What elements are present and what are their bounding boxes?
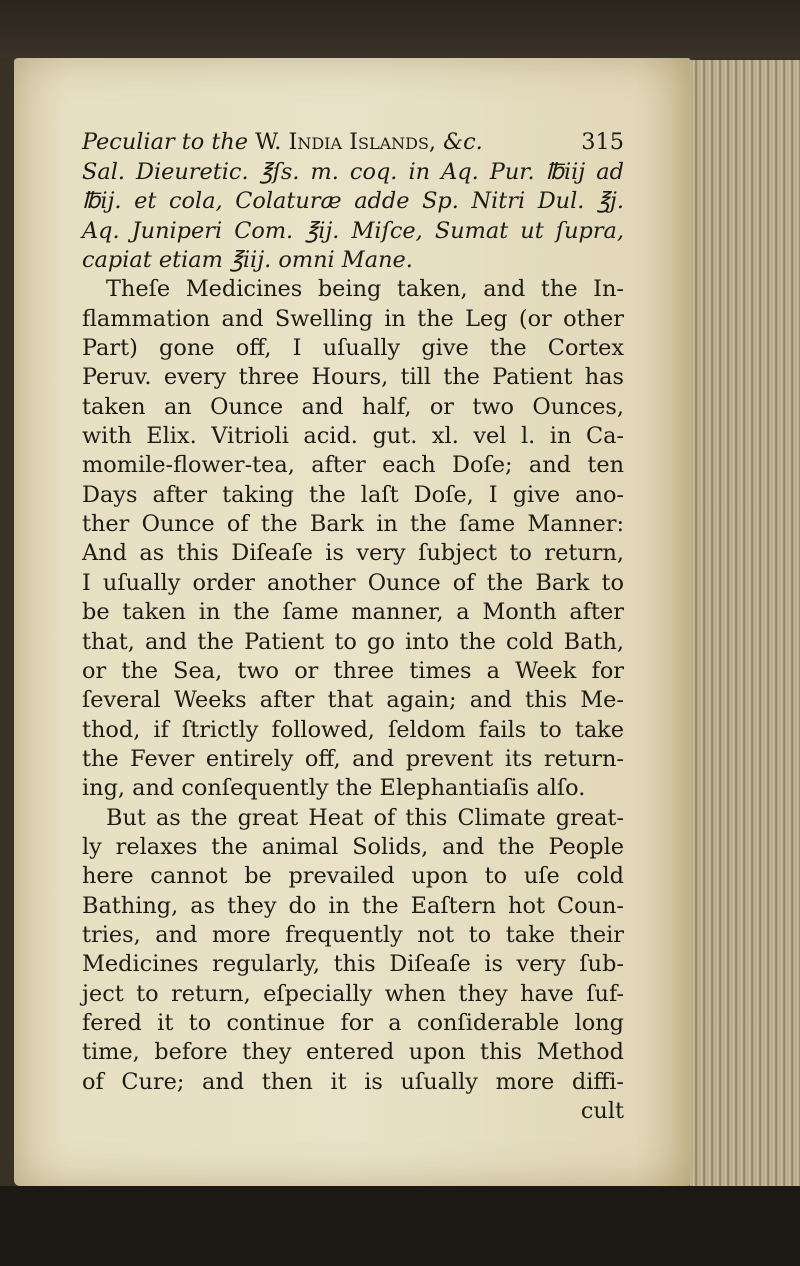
text-line: be taken in the ſame manner, a Month after [82,599,624,626]
text-line: Sal. Dieuretic. ℥ſs. m. coq. in Aq. Pur. ℔iij ad [82,159,624,185]
text-line: or the Sea, two or three times a Week for [82,657,624,684]
page-edges [690,60,800,1190]
page-text [82,128,624,1126]
running-header [82,128,624,158]
running-title [82,128,483,157]
text-line: ject to return, eſpecially when they have ſuf- [82,980,624,1007]
running-title-suffix: &c. [443,129,483,155]
catchword: cult [580,1098,624,1124]
text-line: momile-flower-tea, after each Doſe; and ten [82,452,624,479]
text-line: tries, and more frequently not to take their [82,921,624,948]
text-line: taken an Ounce and half, or two Ounces, [82,393,624,420]
text-line: Part) gone off, I uſually give the Cortex [82,335,624,362]
top-edge [0,0,800,58]
text-line: ℔ij. et cola, Colaturæ adde Sp. Nitri Dul. ℥j. [82,188,624,215]
text-line: Medicines regularly, this Diſeaſe is very ſub- [82,951,624,978]
text-line: Bathing, as they do in the Eaſtern hot Coun- [82,892,624,919]
text-line: capiat etiam ℥iij. omni Mane. [82,247,413,274]
text-line: thod, if ſtrictly followed, ſeldom fails to take [82,716,624,743]
text-line: that, and the Patient to go into the cold Bath, [82,628,624,655]
running-title-italic: Peculiar to the [82,129,249,155]
text-line: ſeveral Weeks after that again; and this Me- [82,687,624,714]
bottom-edge [0,1186,800,1266]
text-line: with Elix. Vitrioli acid. gut. xl. vel l. in Ca- [82,423,624,450]
text-line: here cannot be prevailed upon to uſe cold [82,863,624,890]
text-line: ing, and conſequently the Elephantiaſis alſo. [82,775,586,802]
text-line: of Cure; and then it is uſually more diffi- [82,1068,624,1095]
text-line: And as this Diſeaſe is very ſubject to return, [82,540,624,567]
text-line: Aq. Juniperi Com. ℥ij. Miſce, Sumat ut ſupra, [82,217,624,244]
text-line: Theſe Medicines being taken, and the In- [106,276,624,303]
text-line: Peruv. every three Hours, till the Patient has [82,364,624,391]
text-line: fered it to continue for a conſiderable long [82,1009,624,1036]
running-title-roman: W. India Islands, [255,129,437,155]
text-line: ther Ounce of the Bark in the ſame Manner: [82,511,624,538]
text-line: the Fever entirely off, and prevent its return- [82,745,624,772]
text-line: Days after taking the laſt Doſe, I give ano- [82,481,624,508]
text-line: ly relaxes the animal Solids, and the People [82,833,624,860]
text-line: I uſually order another Ounce of the Bark to [82,569,624,596]
text-line: flammation and Swelling in the Leg (or other [82,305,624,332]
text-line: But as the great Heat of this Climate great- [106,804,624,831]
text-line: time, before they entered upon this Method [82,1039,624,1066]
page-number: 315 [581,129,624,155]
